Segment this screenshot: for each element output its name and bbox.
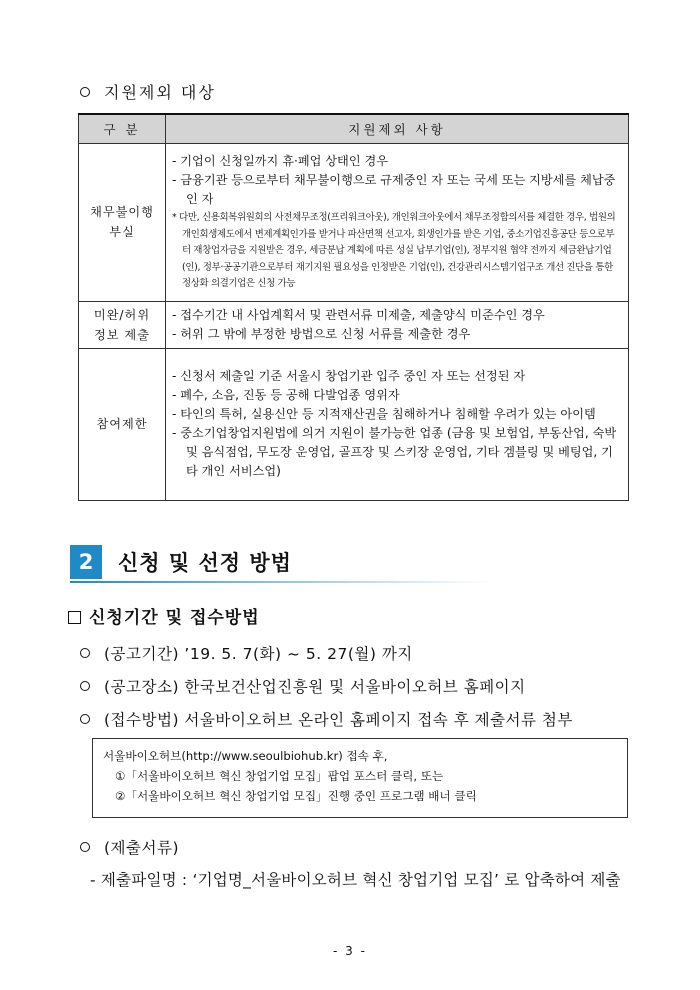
details-cell xyxy=(166,348,629,500)
list-item: - 금융기관 등으로부터 채무불이행으로 규제중인 자 또는 국세 또는 지방세를 체납중인 자 xyxy=(172,173,616,206)
howto-line: ②「서울바이오허브 혁신 창업기업 모집」진행 중인 프로그램 배너 클릭 xyxy=(115,789,477,803)
circle-bullet-icon xyxy=(80,648,90,658)
section-2-heading xyxy=(70,545,630,579)
bullet-location: (공고장소) 한국보건산업진흥원 및 서울바이오허브 홈페이지 xyxy=(80,675,526,697)
table-row xyxy=(79,144,629,302)
howto-box xyxy=(92,738,628,818)
footnote: * 다만, 신용회복위원회의 사전채무조정(프리워크아웃), 개인워크아웃에서 채무조정합의서를 체결한 경우, 법원의 개인회생제도에서 변제계획인가를 받거나 파산면책 선고자, 회생인가를 받은 기업, 중소기업진흥공단 등으로부터 재창업자금을 지원받은 경우, 세금분납 계획에 따른 성실 납부기업(인), 정부지원 협약 전까지 세금완납기업(인), 정부·공공기관으로부터 재기지원 필요성을 인정받은 기업(인), 건강관리시스템기업구조 개선 진단을 통한 정상화 의결기업은 신청 가능 xyxy=(172,212,616,289)
list-item: - 기업이 신청일까지 휴·폐업 상태인 경우 xyxy=(172,154,389,168)
circle-bullet-icon xyxy=(80,714,90,724)
bullet-period: (공고기간) ’19. 5. 7(화) ~ 5. 27(월) 까지 xyxy=(80,642,413,664)
category-cell: 미완/허위 정보 제출 xyxy=(79,301,166,348)
subsection-title: 신청기간 및 접수방법 xyxy=(68,603,260,628)
bullet-docs: (제출서류) xyxy=(80,836,179,858)
circle-bullet-icon xyxy=(80,681,90,691)
page-number: - 3 - xyxy=(333,944,367,958)
header-details: 지원제외 사항 xyxy=(166,114,629,144)
list-item: - 접수기간 내 사업계획서 및 관련서류 미제출, 제출양식 미준수인 경우 xyxy=(172,307,545,322)
howto-line: 서울바이오허브(http://www.seoulbiohub.kr) 접속 후, xyxy=(103,749,388,763)
bullet-method: (접수방법) 서울바이오허브 온라인 홈페이지 접속 후 제출서류 첨부 xyxy=(80,708,573,730)
square-bullet-icon xyxy=(68,611,81,624)
circle-bullet-icon xyxy=(80,842,90,852)
table-row xyxy=(79,301,629,348)
table-row xyxy=(79,348,629,500)
details-cell xyxy=(166,144,629,302)
section-number-badge: 2 xyxy=(70,545,102,579)
section-exclusion-title: 지원제외 대상 xyxy=(80,80,216,103)
category-cell: 참여제한 xyxy=(79,348,166,500)
howto-line: ①「서울바이오허브 혁신 창업기업 모집」팝업 포스터 클릭, 또는 xyxy=(115,769,444,783)
list-item: - 중소기업창업지원법에 의거 지원이 불가능한 업종 (금융 및 보험업, 부동산업, 숙박 및 음식점업, 무도장 운영업, 골프장 및 스키장 운영업, 기타 겜블링 및 베팅업, 기타 개인 서비스업) xyxy=(172,426,617,478)
list-item: - 신청서 제출일 기준 서울시 창업기관 입주 중인 자 또는 선정된 자 xyxy=(172,369,526,383)
section-underline xyxy=(70,581,490,583)
list-item: - 폐수, 소음, 진동 등 공해 다발업종 영위자 xyxy=(172,388,400,402)
header-category: 구 분 xyxy=(79,114,166,144)
exclusion-table xyxy=(78,113,629,501)
list-item: - 타인의 특허, 실용신안 등 지적재산권을 침해하거나 침해할 우려가 있는 아이템 xyxy=(172,407,596,421)
circle-bullet-icon xyxy=(80,87,90,97)
section-2-title: 신청 및 선정 방법 xyxy=(118,551,292,575)
list-item: - 허위 그 밖에 부정한 방법으로 신청 서류를 제출한 경우 xyxy=(172,326,471,341)
category-cell: 채무불이행 부실 xyxy=(79,144,166,302)
details-cell xyxy=(166,301,629,348)
file-name-instruction: - 제출파일명 : ‘기업명_서울바이오허브 혁신 창업기업 모집’ 로 압축하여 제출 xyxy=(90,871,621,889)
table-header-row xyxy=(79,114,629,144)
